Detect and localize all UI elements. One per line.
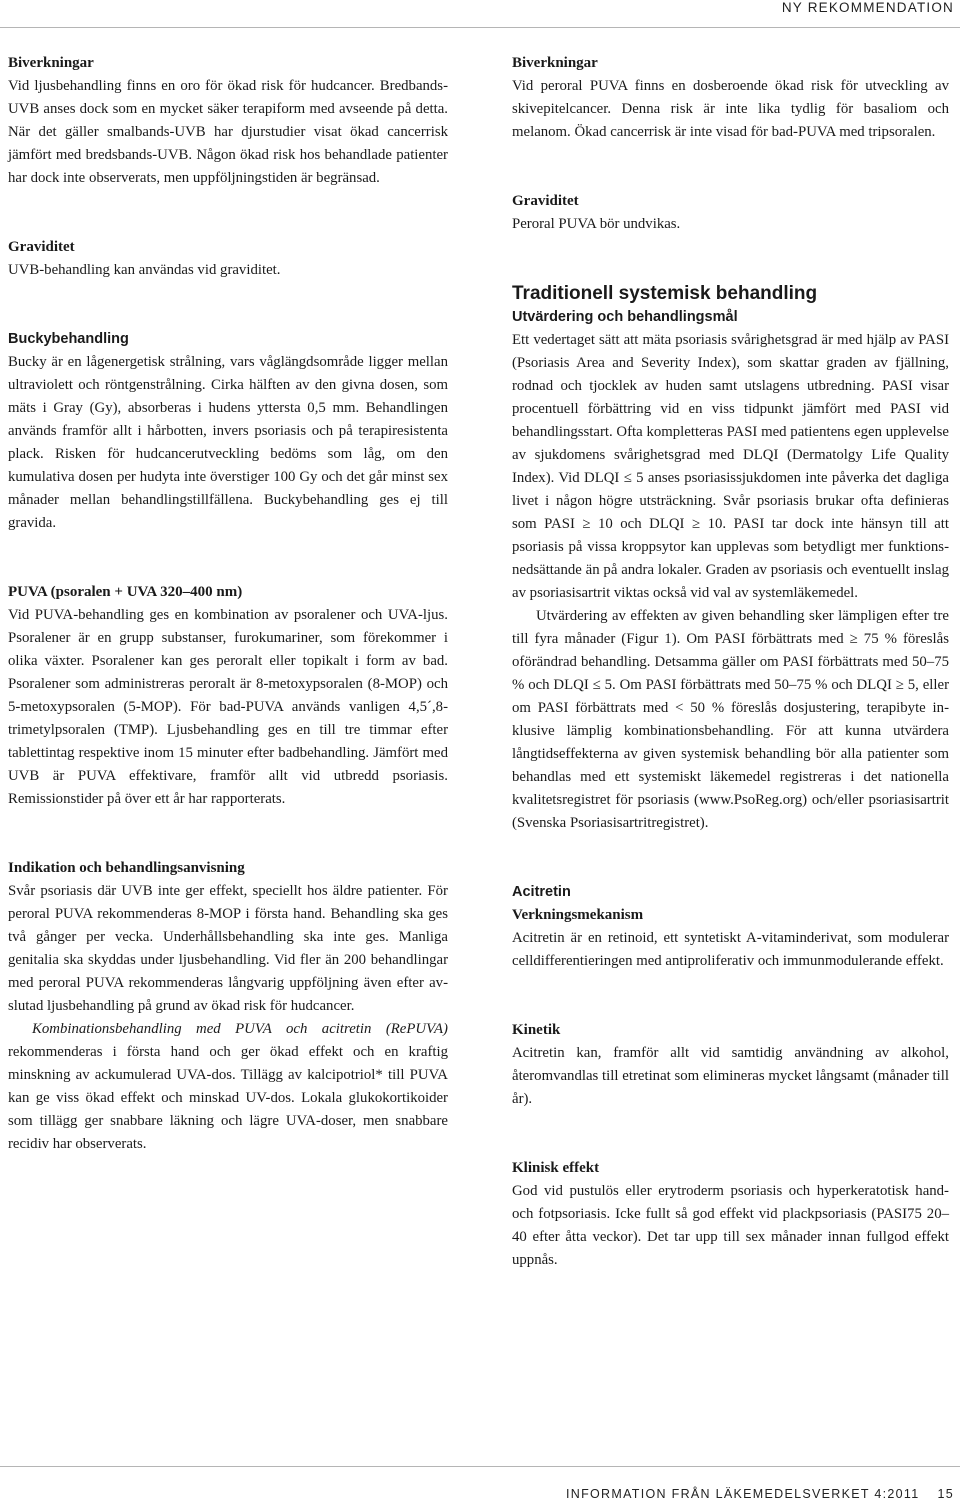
section-heading: Klinisk effekt bbox=[512, 1160, 600, 1176]
section-main-heading: Traditionell systemisk behandling bbox=[512, 283, 818, 304]
section-body: UVB-behandling kan användas vid graviditet. bbox=[8, 262, 281, 278]
section-body: Peroral PUVA bör undvikas. bbox=[512, 216, 681, 232]
section-heading: Kinetik bbox=[512, 1022, 561, 1038]
section-heading: Indikation och behandlingsanvisning bbox=[8, 860, 245, 876]
section-body: Acitretin kan, framför allt vid samtidig användning av alkohol, återomvandlas till etretinat som elimineras mycket långsamt (månader till år). bbox=[512, 1045, 949, 1107]
right-column bbox=[512, 52, 949, 1272]
section-subheading: Utvärdering och behandlingsmål bbox=[512, 309, 738, 325]
section-graviditet-puva bbox=[512, 190, 949, 236]
footer-divider bbox=[0, 1466, 960, 1467]
header-divider bbox=[0, 27, 960, 28]
section-traditionell-systemisk bbox=[512, 282, 949, 835]
section-indikation bbox=[8, 857, 448, 1156]
section-body: Svår psoriasis där UVB inte ger effekt, speciellt hos äldre patienter. För peroral PUVA rekommenderas 8-MOP i första hand. Behandling ska ges två gånger per vecka. Underhållsbehandling ska inte ges. Manliga genitalia ska skyddas under ljusbehandling. Vid fler än 200 behandlingar med peroral PUVA rekommenderas långvarig uppföljning även efter avslutad ljusbehandling på grund av ökad risk för hudcancer. bbox=[8, 883, 448, 1014]
section-heading: Graviditet bbox=[512, 193, 579, 209]
section-label: NY REKOMMENDATION bbox=[781, 0, 954, 15]
section-heading: Biverkningar bbox=[512, 55, 598, 71]
section-heading: Buckybehandling bbox=[8, 331, 129, 347]
section-heading: Biverkningar bbox=[8, 55, 94, 71]
section-acitretin bbox=[512, 881, 949, 973]
section-buckybehandling bbox=[8, 328, 448, 535]
section-heading: PUVA (psoralen + UVA 320–400 nm) bbox=[8, 584, 243, 600]
section-puva bbox=[8, 581, 448, 811]
page-footer bbox=[566, 1487, 954, 1501]
left-column bbox=[8, 52, 448, 1156]
page-number: 15 bbox=[937, 1487, 954, 1501]
section-body-continued bbox=[8, 1018, 448, 1156]
body-text: rekommenderas i första hand och ger ökad effekt och en kraftig minskning av ackumulerad UVA-dos. Tillägg av kalcipotriol* till PUVA kan ge viss ökad effekt och minskad UV-dos. Lokala glukokortikoider som tillägg ger snabbare läkning och lägre UVA-doser, men snabbare recidiv har observerats. bbox=[8, 1044, 448, 1152]
section-graviditet-uvb bbox=[8, 236, 448, 282]
section-body-continued: Utvärdering av effekten av given behandling sker lämpligen efter tre till fyra månader (Figur 1). Om PASI förbättrats med ≥ 75 % föreslås oförändrad behandling. Detsamma gäller om PASI förbättrats med 50–75 % och DLQI ≤ 5. Om PASI förbättrats med 50–75 % och DLQI ≥ 5, eller om PASI förbättrats med < 50 % föreslås dosjustering, terapibyte inklusive lämplig kombinationsbehandling. För att kunna utvärdera långtidseffekterna av given systemisk behandling bör alla patienter som behandlas med ett systemiskt läkemedel registreras i det nationella kvalitetsregistret för psoriasis (www.PsoReg.org) och/eller psoriasisartrit (Svenska Psoriasisartritregistret). bbox=[512, 608, 949, 831]
section-body: God vid pustulös eller erytroderm psoriasis och hyperkeratotisk hand- och fotpsoriasis. Icke fullt så god effekt vid plackpsoriasis (PASI75 20–40 efter åtta veckor). Det tar upp till sex månader innan fullgod effekt uppnås. bbox=[512, 1183, 949, 1268]
footer-publication: INFORMATION FRÅN LÄKEMEDELSVERKET 4:2011 bbox=[566, 1487, 920, 1501]
section-kinetik bbox=[512, 1019, 949, 1111]
section-subheading: Verkningsmekanism bbox=[512, 907, 644, 923]
section-body: Acitretin är en retinoid, ett syntetiskt A-vitaminderivat, som modulerar celldifferentieringen med antiproliferativ och immunmodulerande effekt. bbox=[512, 930, 949, 969]
section-biverkningar-uvb bbox=[8, 52, 448, 190]
section-body: Vid PUVA-behandling ges en kombination av psoralener och UVA-ljus. Psoralener är en grupp substanser, furokumariner, som förekommer i olika växter. Psoralener kan ges peroralt eller topikalt i form av bad. Psoralener som administreras peroralt är 8-metoxypsoralen (8-MOP) och 5-metoxypsoralen (5-MOP). För bad-PUVA används vanligen 4,5´,8-trimetylpsoralen (TMP). Ljusbehandling ges en till tre timmar efter tablettintag respektive inom 15 minuter efter badbehandling. Jämfört med UVB är PUVA effektivare, framför allt vid utbredd psoriasis. Remissionstider på över ett år har rapporterats. bbox=[8, 607, 448, 807]
emphasis-text: Kombinationsbehandling med PUVA och acitretin (RePUVA) bbox=[32, 1021, 448, 1037]
section-body: Vid ljusbehandling finns en oro för ökad risk för hudcancer. Bredbands-UVB anses dock som en mycket säker terapiform med avseende på detta. När det gäller smalbands-UVB har djurstudier visat ökad cancerrisk jämfört med bredsbands-UVB. Någon ökad risk hos behandlade patienter har dock inte observerats, men uppföljningstiden är begränsad. bbox=[8, 78, 448, 186]
section-body: Ett vedertaget sätt att mäta psoriasis svårighetsgrad är med hjälp av PASI (Psoriasis Area and Severity Index), som skattar graden av fjällning, rodnad och tjocklek av huden samt utslagens utbredning. PASI visar procentuell förbättring vid en viss tidpunkt jämfört med PASI vid behandlingsstart. Ofta kompletteras PASI med patientens egen upplevelse av sjukdomens svårighetsgrad med DLQI (Dermatolgy Life Quality Index). Vid DLQI ≤ 5 anses psoriasissjukdomen inte påverka det dagliga livet i någon högre utsträckning. Svår psoriasis brukar ofta definieras som PASI ≥ 10 och DLQI ≥ 10. PASI tar dock inte hänsyn till att psoriasis på vissa kroppsytor kan upplevas som betydligt mer funktionsnedsättande än på andra lokaler. Graden av psoriasis och eventuellt inslag av psoriasisartrit viktas också vid val av systemläkemedel. bbox=[512, 332, 949, 601]
section-heading: Acitretin bbox=[512, 884, 571, 900]
section-body: Vid peroral PUVA finns en dosberoende ökad risk för utveckling av skivepitelcancer. Denna risk är inte lika tydlig för basaliom och melanom. Ökad cancerrisk är inte visad för bad-PUVA med tripsoralen. bbox=[512, 78, 949, 140]
section-heading: Graviditet bbox=[8, 239, 75, 255]
section-body: Bucky är en lågenergetisk strålning, vars våglängdsområde ligger mellan ultraviolett och röntgenstrålning. Cirka hälften av den givna dosen, som mäts i Gray (Gy), absorberas i hudens yttersta 0,5 mm. Behandlingen används framför allt i hårbotten, invers psoriasis och på terapiresistenta plack. Risken för hudcancerutveckling bedöms som låg, om den kumulativa dosen per hudyta inte överstiger 100 Gy och det går minst sex månader mellan behandlingstillfällena. Buckybehandling ges ej till gravida. bbox=[8, 354, 448, 531]
section-biverkningar-puva bbox=[512, 52, 949, 144]
section-klinisk-effekt bbox=[512, 1157, 949, 1272]
